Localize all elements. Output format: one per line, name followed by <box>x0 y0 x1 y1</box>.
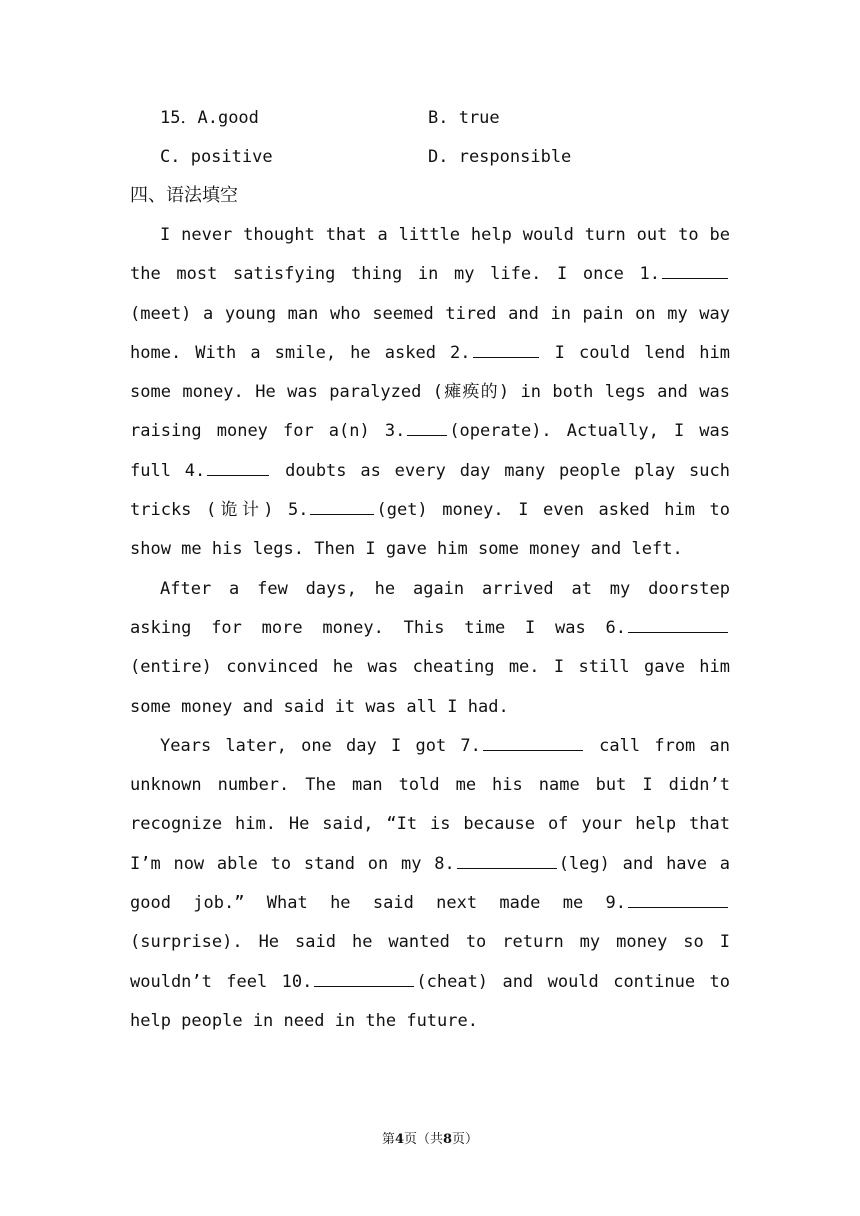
footer-page-number: 4 <box>394 1132 404 1147</box>
passage-text: call from an unknown number. The man told me his name but I didn’t recognize him. He said, “It is because of your help that I’m now able to stand on my 8. <box>130 735 731 874</box>
blank-6[interactable] <box>628 615 728 633</box>
paragraph-1 <box>130 216 730 570</box>
blank-4[interactable] <box>207 458 269 476</box>
passage-text: (get) money. I even asked him to show me his legs. Then I gave him some money and left. <box>130 500 730 560</box>
blank-3[interactable] <box>407 418 447 436</box>
footer-text: 页） <box>452 1132 479 1147</box>
page-footer <box>0 1128 860 1147</box>
question-15-option-a <box>160 103 259 133</box>
blank-8[interactable] <box>457 851 557 869</box>
question-15-option-d: D. responsible <box>428 147 572 167</box>
blank-5[interactable] <box>310 497 374 515</box>
blank-10[interactable] <box>314 969 414 987</box>
passage-text: doubts as every day many people play such tricks (诡计) 5. <box>130 460 730 521</box>
question-15-option-c: C. positive <box>160 147 273 167</box>
passage-text: After a few days, he again arrived at my doorstep asking for more money. This time I was 6. <box>130 578 730 638</box>
passage-text: I never thought that a little help would turn out to be the most satisfying thing in my life. I once 1. <box>130 225 730 285</box>
option-a-text: A.good <box>197 108 259 128</box>
passage-text: (cheat) and would continue to help people in need in the future. <box>130 971 730 1031</box>
paragraph-2 <box>130 570 730 727</box>
blank-2[interactable] <box>473 340 539 358</box>
blank-1[interactable] <box>662 261 728 279</box>
footer-text: 第 <box>381 1132 395 1147</box>
blank-7[interactable] <box>483 733 583 751</box>
passage-text: (leg) and have a good job.” What he said next made me 9. <box>130 853 731 914</box>
footer-text: 页（共 <box>403 1132 443 1147</box>
passage-text: (surprise). He said he wanted to return my money so I wouldn’t feel 10. <box>130 932 730 992</box>
passage-text: (operate). Actually, I was full 4. <box>130 421 730 481</box>
passage-text: I could lend him some money. He was paralyzed (瘫痪的) in both legs and was raising money for a(n) 3. <box>130 342 730 442</box>
footer-total-pages: 8 <box>443 1132 453 1147</box>
passage <box>130 216 730 1041</box>
paragraph-3 <box>130 727 730 1041</box>
question-15-option-b: B. true <box>428 108 500 128</box>
blank-9[interactable] <box>628 890 728 908</box>
passage-text: (entire) convinced he was cheating me. I still gave him some money and said it was all I had. <box>130 657 730 717</box>
passage-text: (meet) a young man who seemed tired and in pain on my way home. With a smile, he asked 2. <box>130 303 730 363</box>
section-title: 四、语法填空 <box>130 185 238 206</box>
passage-text: Years later, one day I got 7. <box>160 735 481 756</box>
question-15-number: 15． <box>160 108 198 128</box>
